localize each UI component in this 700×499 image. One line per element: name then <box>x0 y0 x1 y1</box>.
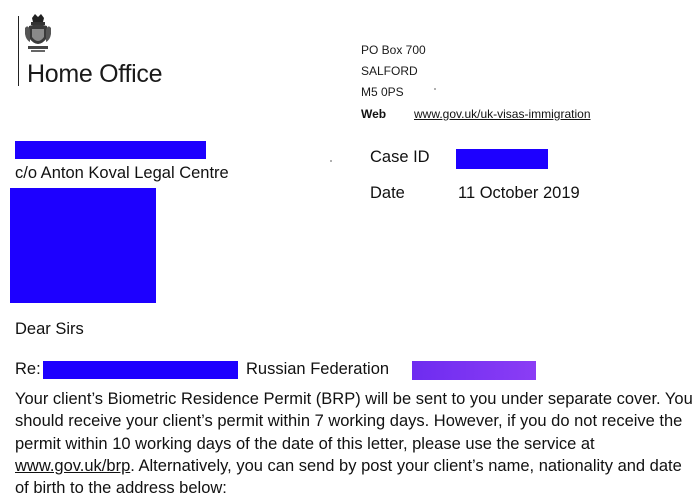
scan-speck <box>330 160 332 162</box>
web-link[interactable]: www.gov.uk/uk-visas-immigration <box>414 107 591 121</box>
paragraph-text-2: . Alternatively, you can send by post your client’s name, nationality and date of birth to the address below: <box>15 456 682 498</box>
redacted-client-name <box>43 361 238 379</box>
nationality: Russian Federation <box>246 360 390 378</box>
date-label: Date <box>370 184 405 202</box>
redacted-recipient-name <box>15 141 206 159</box>
re-label: Re: <box>15 360 41 378</box>
org-name: Home Office <box>27 60 163 88</box>
redacted-case-id <box>456 149 548 169</box>
redacted-recipient-address <box>10 188 156 303</box>
web-label: Web <box>361 107 387 121</box>
scan-speck <box>434 88 436 90</box>
royal-crest-icon <box>23 12 53 56</box>
address-line-1: PO Box 700 <box>361 43 426 57</box>
redacted-reference <box>412 361 536 380</box>
date-value: 11 October 2019 <box>458 184 580 202</box>
salutation: Dear Sirs <box>15 320 84 338</box>
letterhead-rule <box>18 16 19 86</box>
address-line-2: SALFORD <box>361 64 418 78</box>
case-id-label: Case ID <box>370 148 430 166</box>
paragraph-text-1: Your client’s Biometric Residence Permit (BRP) will be sent to you under separate cover. You should receive your client’s permit within 7 working days. However, if you do not receive the permit within 10 working days of the date of this letter, please use the service at <box>15 390 693 453</box>
brp-link[interactable]: www.gov.uk/brp <box>15 456 131 475</box>
body-paragraph <box>15 388 695 499</box>
address-line-3: M5 0PS <box>361 85 404 99</box>
care-of-line: c/o Anton Koval Legal Centre <box>15 164 229 182</box>
